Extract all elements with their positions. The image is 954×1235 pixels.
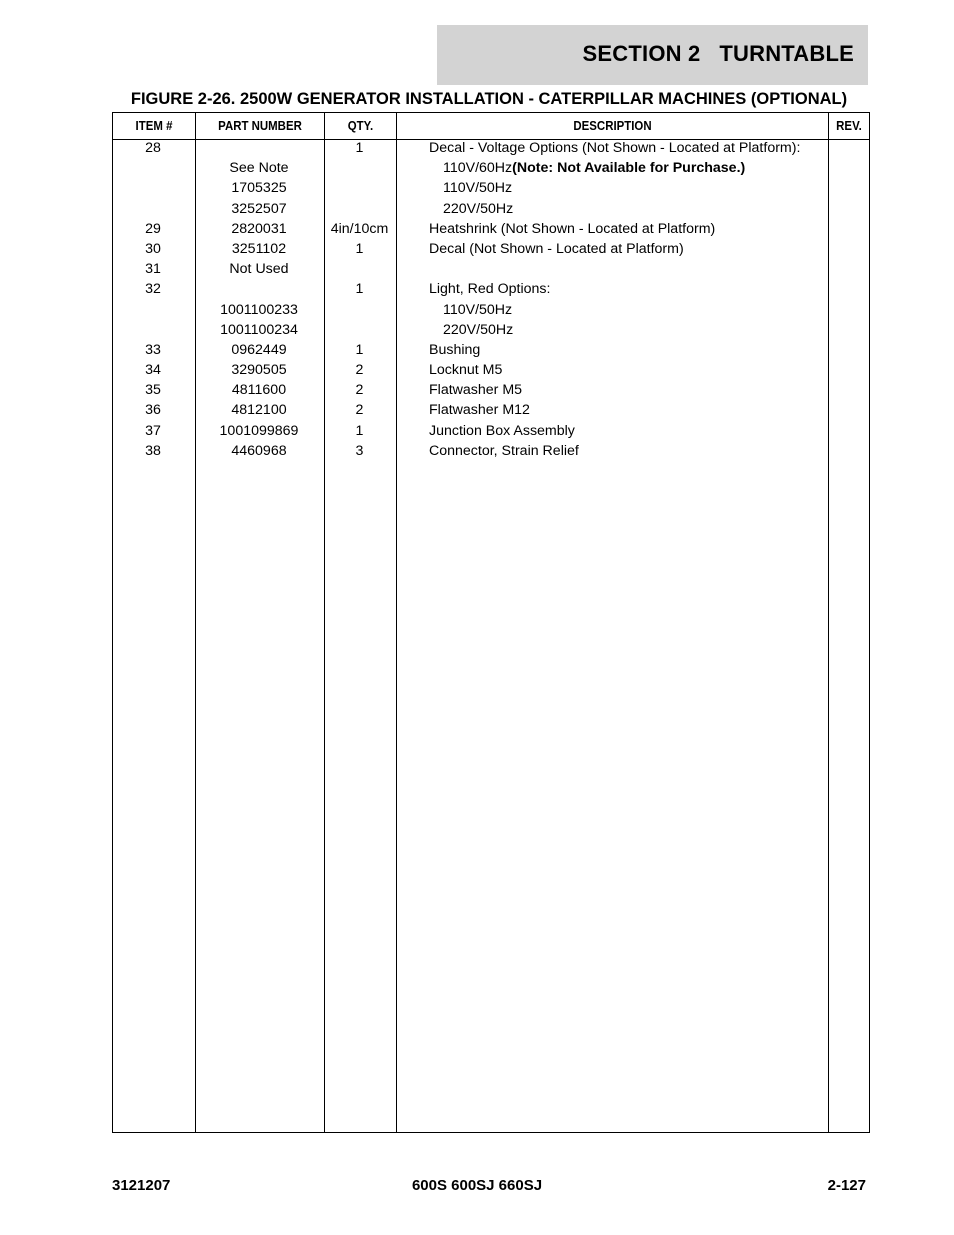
description <box>443 300 512 320</box>
table-row <box>112 320 870 340</box>
item-number: 34 <box>145 362 161 379</box>
description-text: 110V/60Hz <box>443 160 513 177</box>
table-row <box>112 360 870 380</box>
item-number: 38 <box>145 442 161 459</box>
table-row <box>112 279 870 299</box>
footer-doc-number: 3121207 <box>112 1177 171 1194</box>
quantity: 2 <box>355 402 364 419</box>
description <box>429 360 502 380</box>
part-number: 3251102 <box>231 240 287 257</box>
table-row <box>112 300 870 320</box>
description <box>443 320 513 340</box>
table-row <box>112 400 870 420</box>
header-description: DESCRIPTION <box>573 118 652 133</box>
description <box>429 219 715 239</box>
quantity: 1 <box>355 240 364 257</box>
table-row <box>112 199 870 219</box>
item-number: 30 <box>145 240 161 257</box>
item-number: 33 <box>145 341 161 358</box>
quantity: 1 <box>355 281 364 298</box>
description-text: Bushing <box>429 341 481 358</box>
section-header-band <box>437 25 868 85</box>
footer-models: 600S 600SJ 660SJ <box>411 1177 543 1194</box>
quantity: 3 <box>355 442 364 459</box>
description <box>429 279 550 299</box>
part-number: 4460968 <box>231 442 287 459</box>
description <box>429 441 579 461</box>
description <box>429 340 480 360</box>
item-number: 31 <box>145 261 161 278</box>
description-text: Light, Red Options: <box>429 281 551 298</box>
description-text: 110V/50Hz <box>443 180 513 197</box>
item-number: 35 <box>145 382 161 399</box>
header-rev: REV. <box>836 118 862 133</box>
description <box>443 158 745 178</box>
section-title: SECTION 2 TURNTABLE <box>582 41 854 66</box>
description-text: Heatshrink (Not Shown - Located at Platform) <box>429 220 716 237</box>
description <box>443 199 513 219</box>
description-text: Decal (Not Shown - Located at Platform) <box>429 240 684 257</box>
part-number: 1001100233 <box>220 301 298 318</box>
table-row <box>112 178 870 198</box>
footer-page-number: 2-127 <box>827 1177 866 1194</box>
quantity: 2 <box>355 382 364 399</box>
description-text: 220V/50Hz <box>443 200 514 217</box>
description-text: 220V/50Hz <box>443 321 514 338</box>
description <box>443 178 512 198</box>
table-row <box>112 219 870 239</box>
description-text: Decal - Voltage Options (Not Shown - Located at Platform): <box>429 140 801 156</box>
quantity: 1 <box>355 422 364 439</box>
quantity: 2 <box>355 362 364 379</box>
table-body <box>112 138 870 461</box>
header-item: ITEM # <box>135 118 173 133</box>
description-text: Flatwasher M12 <box>429 402 530 419</box>
table-row <box>112 158 870 178</box>
description-text: Junction Box Assembly <box>429 422 575 439</box>
part-number: 4812100 <box>231 402 287 419</box>
table-row <box>112 239 870 259</box>
description <box>429 421 575 441</box>
table-row <box>112 441 870 461</box>
table-row <box>112 380 870 400</box>
part-number: 0962449 <box>231 341 287 358</box>
description-text: 110V/50Hz <box>443 301 513 318</box>
table-row <box>112 259 870 279</box>
description-text: Flatwasher M5 <box>429 382 523 399</box>
item-number: 29 <box>145 220 161 237</box>
part-number: 4811600 <box>231 382 287 399</box>
part-number: 1001099869 <box>219 422 299 439</box>
quantity: 1 <box>355 341 364 358</box>
quantity: 4in/10cm <box>330 220 389 237</box>
item-number: 28 <box>145 140 161 156</box>
description-text: Locknut M5 <box>429 362 503 379</box>
description <box>429 138 800 158</box>
table-row <box>112 421 870 441</box>
item-number: 37 <box>145 422 161 439</box>
description <box>429 400 530 420</box>
description <box>429 239 684 259</box>
description-text: Connector, Strain Relief <box>429 442 579 459</box>
part-number: 1001100234 <box>220 321 298 338</box>
quantity: 1 <box>355 140 364 156</box>
part-number: 2820031 <box>231 220 287 237</box>
part-number: See Note <box>229 160 289 177</box>
header-qty: QTY. <box>347 118 374 133</box>
table-row <box>112 138 870 158</box>
item-number: 32 <box>145 281 161 298</box>
table-row <box>112 340 870 360</box>
header-part-number: PART NUMBER <box>218 118 302 133</box>
part-number: Not Used <box>229 261 289 278</box>
description-note: (Note: Not Available for Purchase.) <box>512 160 746 177</box>
description <box>429 380 522 400</box>
part-number: 3290505 <box>231 362 287 379</box>
figure-title: FIGURE 2-26. 2500W GENERATOR INSTALLATION - CATERPILLAR MACHINES (OPTIONAL) <box>130 90 848 108</box>
part-number: 3252507 <box>231 200 287 217</box>
part-number: 1705325 <box>231 180 287 197</box>
item-number: 36 <box>145 402 161 419</box>
